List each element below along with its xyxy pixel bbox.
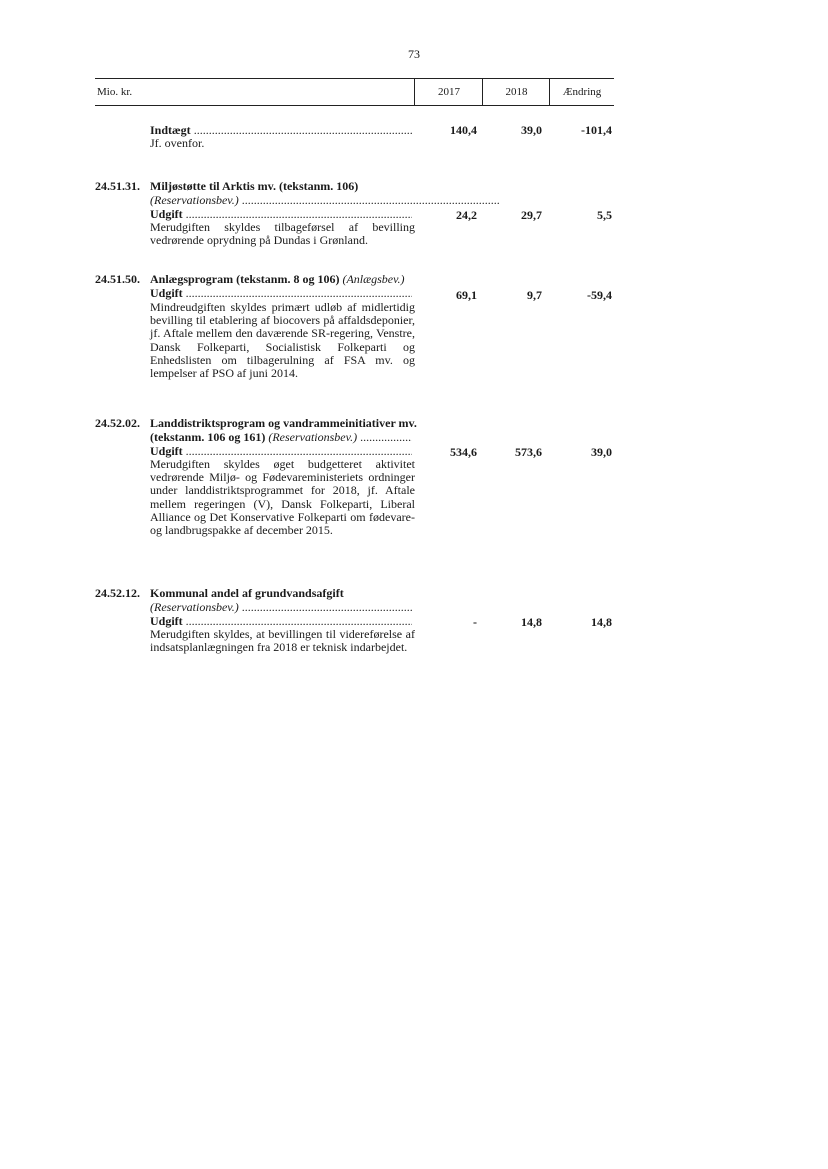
line-label: Indtægt ..... <box>150 123 412 138</box>
line-label: Udgift ..... <box>150 614 412 629</box>
value-2017: 534,6 <box>450 445 477 459</box>
value-2018: 9,7 <box>527 288 542 302</box>
table-header <box>95 78 614 106</box>
account-number: 24.51.31. <box>95 179 140 193</box>
value-2018: 14,8 <box>521 615 542 629</box>
value-change: 14,8 <box>591 615 612 629</box>
value-change: -101,4 <box>581 123 612 137</box>
sub-note: (Reservationsbev.) ..... <box>150 600 412 615</box>
unit-label: Mio. kr. <box>97 86 133 98</box>
entry-title: Landdistriktsprogram og vandrammeinitiativer mv. <box>150 416 417 430</box>
entry-title: Kommunal andel af grundvandsafgift <box>150 586 344 600</box>
value-2018: 29,7 <box>521 208 542 222</box>
line-label: Udgift ..... <box>150 444 412 459</box>
value-2017: 140,4 <box>450 123 477 137</box>
entry-title: Anlægsprogram (tekstanm. 8 og 106) (Anlægsbev.) <box>150 272 405 286</box>
value-change: 39,0 <box>591 445 612 459</box>
column-2018: 2018 <box>482 79 550 105</box>
account-number: 24.52.02. <box>95 416 140 430</box>
column-2017: 2017 <box>414 79 483 105</box>
value-change: 5,5 <box>597 208 612 222</box>
value-2017: 69,1 <box>456 288 477 302</box>
entry-body: Merudgiften skyldes tilbageførsel af bevilling vedrørende oprydning på Dundas i Grønland. <box>150 220 415 248</box>
value-2018: 573,6 <box>515 445 542 459</box>
sub-note: (Reservationsbev.) ..... <box>150 193 500 208</box>
entry-title-continued: (tekstanm. 106 og 161) (Reservationsbev.) ..... <box>150 430 412 445</box>
account-number: 24.51.50. <box>95 272 140 286</box>
entry-body: Mindreudgiften skyldes primært udløb af midlertidig bevilling til etablering af biocovers på affaldsdeponier, jf. Aftale mellem den daværende SR-regering, Venstre, Dansk Folkeparti, Socialistisk Folkeparti og Enhedslisten om tilbagerulning af FSA mv. og lempelser af PSO af juni 2014. <box>150 300 415 381</box>
entry-title: Miljøstøtte til Arktis mv. (tekstanm. 106) <box>150 179 359 193</box>
entry-body: Merudgiften skyldes øget budgetteret aktivitet vedrørende Miljø- og Fødevareministeriets ordninger under landdistriktsprogrammet for 2018, jf. Aftale mellem regeringen (V), Dansk Folkeparti, Liberal Alliance og Det Konservative Folkeparti om fødevare- og landbrugspakke af december 2015. <box>150 457 415 538</box>
entry-body: Merudgiften skyldes, at bevillingen til videreførelse af indsatsplanlægningen fra 2018 er teknisk indarbejdet. <box>150 627 415 655</box>
value-2018: 39,0 <box>521 123 542 137</box>
page-number: 73 <box>408 47 420 61</box>
line-label: Udgift ..... <box>150 207 412 222</box>
value-2017: - <box>473 615 477 629</box>
value-2017: 24,2 <box>456 208 477 222</box>
value-change: -59,4 <box>587 288 612 302</box>
column-change: Ændring <box>549 79 614 105</box>
entry-body: Jf. ovenfor. <box>150 136 205 150</box>
line-label: Udgift ..... <box>150 286 412 301</box>
account-number: 24.52.12. <box>95 586 140 600</box>
